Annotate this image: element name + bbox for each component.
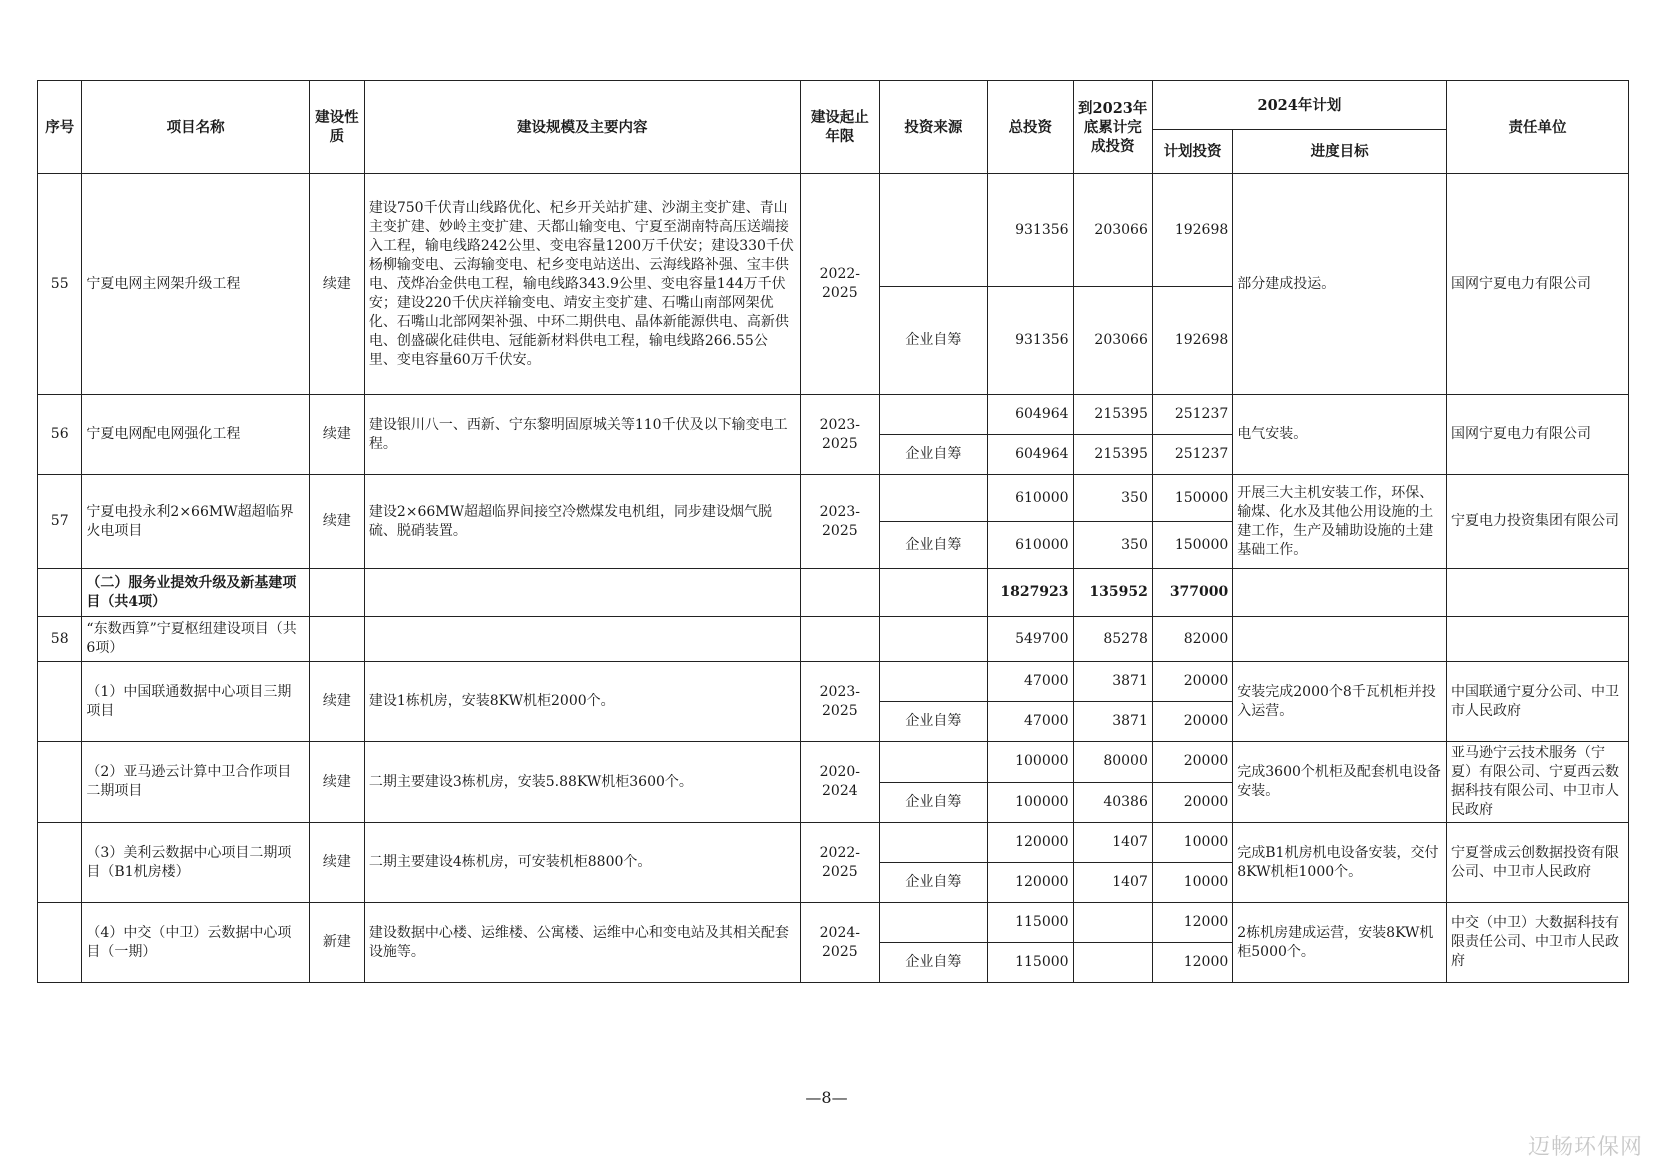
source-cell: 企业自筹 bbox=[879, 702, 987, 742]
header-name: 项目名称 bbox=[82, 81, 309, 174]
source-cell: 企业自筹 bbox=[879, 435, 987, 475]
cumulative-cell bbox=[1073, 943, 1152, 983]
table-row bbox=[38, 395, 1629, 435]
content-cell: 建设2×66MW超超临界间接空冷燃煤发电机组，同步建设烟气脱硫、脱硝装置。 bbox=[364, 475, 800, 569]
table-row bbox=[38, 617, 1629, 662]
header-total: 总投资 bbox=[987, 81, 1073, 174]
progress-cell: 完成3600个机柜及配套机电设备安装。 bbox=[1233, 742, 1447, 823]
source-cell bbox=[879, 475, 987, 522]
total-cell: 100000 bbox=[987, 742, 1073, 783]
investment-table bbox=[37, 80, 1629, 983]
project-name: 宁夏电网主网架升级工程 bbox=[82, 174, 309, 395]
total-cell: 115000 bbox=[987, 943, 1073, 983]
period-cell: 2022-2025 bbox=[800, 174, 879, 395]
source-cell bbox=[879, 174, 987, 287]
header-content: 建设规模及主要内容 bbox=[364, 81, 800, 174]
section-total: 1827923 bbox=[987, 569, 1073, 617]
plan-cell: 20000 bbox=[1152, 782, 1232, 823]
cumulative-cell: 1407 bbox=[1073, 823, 1152, 863]
period-cell: 2024-2025 bbox=[800, 903, 879, 983]
plan-cell: 20000 bbox=[1152, 742, 1232, 783]
header-seq: 序号 bbox=[38, 81, 82, 174]
table-row bbox=[38, 174, 1629, 287]
plan-cell: 150000 bbox=[1152, 475, 1232, 522]
progress-cell: 2栋机房建成运营，安装8KW机柜5000个。 bbox=[1233, 903, 1447, 983]
total-cell: 47000 bbox=[987, 662, 1073, 702]
unit-cell: 中国联通宁夏分公司、中卫市人民政府 bbox=[1446, 662, 1628, 742]
plan-cell: 12000 bbox=[1152, 903, 1232, 943]
table-row bbox=[38, 823, 1629, 863]
header-plan2024: 2024年计划 bbox=[1152, 81, 1446, 130]
total-cell: 100000 bbox=[987, 782, 1073, 823]
period-cell: 2020-2024 bbox=[800, 742, 879, 823]
source-cell bbox=[879, 903, 987, 943]
plan-cell: 192698 bbox=[1152, 287, 1232, 395]
progress-cell: 部分建成投运。 bbox=[1233, 174, 1447, 395]
cumulative-cell: 40386 bbox=[1073, 782, 1152, 823]
plan-cell: 82000 bbox=[1152, 617, 1232, 662]
total-cell: 120000 bbox=[987, 823, 1073, 863]
nature-cell: 续建 bbox=[309, 823, 364, 903]
plan-cell: 251237 bbox=[1152, 395, 1232, 435]
nature-cell: 续建 bbox=[309, 174, 364, 395]
period-cell: 2023-2025 bbox=[800, 475, 879, 569]
source-cell: 企业自筹 bbox=[879, 943, 987, 983]
plan-cell: 20000 bbox=[1152, 702, 1232, 742]
plan-cell: 251237 bbox=[1152, 435, 1232, 475]
unit-cell: 宁夏电力投资集团有限公司 bbox=[1446, 475, 1628, 569]
project-name: （2）亚马逊云计算中卫合作项目二期项目 bbox=[82, 742, 309, 823]
total-cell: 549700 bbox=[987, 617, 1073, 662]
cumulative-cell: 350 bbox=[1073, 475, 1152, 522]
content-cell: 二期主要建设3栋机房，安装5.88KW机柜3600个。 bbox=[364, 742, 800, 823]
cumulative-cell: 3871 bbox=[1073, 702, 1152, 742]
section-plan: 377000 bbox=[1152, 569, 1232, 617]
nature-cell: 续建 bbox=[309, 395, 364, 475]
cumulative-cell: 350 bbox=[1073, 522, 1152, 569]
header-progress: 进度目标 bbox=[1233, 130, 1447, 174]
table-row bbox=[38, 742, 1629, 783]
cumulative-cell: 3871 bbox=[1073, 662, 1152, 702]
plan-cell: 10000 bbox=[1152, 863, 1232, 903]
section-title: （二）服务业提效升级及新基建项目（共4项） bbox=[82, 569, 309, 617]
page-number: —8— bbox=[805, 1088, 848, 1107]
project-name: （1）中国联通数据中心项目三期项目 bbox=[82, 662, 309, 742]
total-cell: 610000 bbox=[987, 522, 1073, 569]
cumulative-cell: 80000 bbox=[1073, 742, 1152, 783]
project-name: （4）中交（中卫）云数据中心项目（一期） bbox=[82, 903, 309, 983]
period-cell: 2023-2025 bbox=[800, 395, 879, 475]
unit-cell: 国网宁夏电力有限公司 bbox=[1446, 174, 1628, 395]
table-row bbox=[38, 475, 1629, 522]
cumulative-cell: 215395 bbox=[1073, 435, 1152, 475]
seq-cell: 55 bbox=[38, 174, 82, 395]
nature-cell: 新建 bbox=[309, 903, 364, 983]
seq-cell: 56 bbox=[38, 395, 82, 475]
cumulative-cell bbox=[1073, 903, 1152, 943]
section-row bbox=[38, 569, 1629, 617]
plan-cell: 192698 bbox=[1152, 174, 1232, 287]
cumulative-cell: 215395 bbox=[1073, 395, 1152, 435]
total-cell: 120000 bbox=[987, 863, 1073, 903]
source-cell: 企业自筹 bbox=[879, 522, 987, 569]
nature-cell: 续建 bbox=[309, 662, 364, 742]
total-cell: 115000 bbox=[987, 903, 1073, 943]
seq-cell: 57 bbox=[38, 475, 82, 569]
nature-cell: 续建 bbox=[309, 742, 364, 823]
source-cell bbox=[879, 742, 987, 783]
source-cell bbox=[879, 662, 987, 702]
header-cumulative: 到2023年底累计完成投资 bbox=[1073, 81, 1152, 174]
cumulative-cell: 1407 bbox=[1073, 863, 1152, 903]
cumulative-cell: 203066 bbox=[1073, 174, 1152, 287]
cumulative-cell: 85278 bbox=[1073, 617, 1152, 662]
header-period: 建设起止年限 bbox=[800, 81, 879, 174]
progress-cell: 电气安装。 bbox=[1233, 395, 1447, 475]
header-source: 投资来源 bbox=[879, 81, 987, 174]
content-cell: 建设数据中心楼、运维楼、公寓楼、运维中心和变电站及其相关配套设施等。 bbox=[364, 903, 800, 983]
header-nature: 建设性质 bbox=[309, 81, 364, 174]
unit-cell: 宁夏誉成云创数据投资有限公司、中卫市人民政府 bbox=[1446, 823, 1628, 903]
source-cell: 企业自筹 bbox=[879, 287, 987, 395]
project-name: 宁夏电网配电网强化工程 bbox=[82, 395, 309, 475]
unit-cell: 中交（中卫）大数据科技有限责任公司、中卫市人民政府 bbox=[1446, 903, 1628, 983]
header-plan-invest: 计划投资 bbox=[1152, 130, 1232, 174]
table-row bbox=[38, 662, 1629, 702]
content-cell: 建设1栋机房，安装8KW机柜2000个。 bbox=[364, 662, 800, 742]
plan-cell: 150000 bbox=[1152, 522, 1232, 569]
project-name: （3）美利云数据中心项目二期项目（B1机房楼） bbox=[82, 823, 309, 903]
total-cell: 47000 bbox=[987, 702, 1073, 742]
seq-cell: 58 bbox=[38, 617, 82, 662]
table-row bbox=[38, 903, 1629, 943]
source-cell: 企业自筹 bbox=[879, 782, 987, 823]
period-cell: 2023-2025 bbox=[800, 662, 879, 742]
plan-cell: 20000 bbox=[1152, 662, 1232, 702]
unit-cell: 亚马逊宁云技术服务（宁夏）有限公司、宁夏西云数据科技有限公司、中卫市人民政府 bbox=[1446, 742, 1628, 823]
section-cumulative: 135952 bbox=[1073, 569, 1152, 617]
period-cell: 2022-2025 bbox=[800, 823, 879, 903]
total-cell: 931356 bbox=[987, 287, 1073, 395]
progress-cell: 完成B1机房机电设备安装，交付8KW机柜1000个。 bbox=[1233, 823, 1447, 903]
content-cell: 建设750千伏青山线路优化、杞乡开关站扩建、沙湖主变扩建、青山主变扩建、妙岭主变扩建、天都山输变电、宁夏至湖南特高压送端接入工程，输电线路242公里、变电容量1200万千伏安；建设330千伏杨柳输变电、云海输变电、杞乡变电站送出、云海线路补强、宝丰供电、茂烨冶金供电工程，输电线路343.9公里、变电容量144万千伏安；建设220千伏庆祥输变电、靖安主变扩建、石嘴山南部网架优化、石嘴山北部网架补强、中环二期供电、晶体新能源供电、高新供电、创盛碳化硅供电、冠能新材料供电工程，输电线路266.55公里、变电容量60万千伏安。 bbox=[364, 174, 800, 395]
total-cell: 931356 bbox=[987, 174, 1073, 287]
project-name: “东数西算”宁夏枢纽建设项目（共6项） bbox=[82, 617, 309, 662]
watermark: 迈畅环保网 bbox=[1527, 1135, 1643, 1160]
nature-cell: 续建 bbox=[309, 475, 364, 569]
total-cell: 604964 bbox=[987, 395, 1073, 435]
total-cell: 610000 bbox=[987, 475, 1073, 522]
source-cell: 企业自筹 bbox=[879, 863, 987, 903]
header-unit: 责任单位 bbox=[1446, 81, 1628, 174]
total-cell: 604964 bbox=[987, 435, 1073, 475]
project-name: 宁夏电投永利2×66MW超超临界火电项目 bbox=[82, 475, 309, 569]
progress-cell: 安装完成2000个8千瓦机柜并投入运营。 bbox=[1233, 662, 1447, 742]
cumulative-cell: 203066 bbox=[1073, 287, 1152, 395]
plan-cell: 12000 bbox=[1152, 943, 1232, 983]
progress-cell: 开展三大主机安装工作，环保、输煤、化水及其他公用设施的土建工作，生产及辅助设施的土建基础工作。 bbox=[1233, 475, 1447, 569]
source-cell bbox=[879, 395, 987, 435]
content-cell: 建设银川八一、西新、宁东黎明固原城关等110千伏及以下输变电工程。 bbox=[364, 395, 800, 475]
source-cell bbox=[879, 823, 987, 863]
content-cell: 二期主要建设4栋机房，可安装机柜8800个。 bbox=[364, 823, 800, 903]
plan-cell: 10000 bbox=[1152, 823, 1232, 863]
unit-cell: 国网宁夏电力有限公司 bbox=[1446, 395, 1628, 475]
